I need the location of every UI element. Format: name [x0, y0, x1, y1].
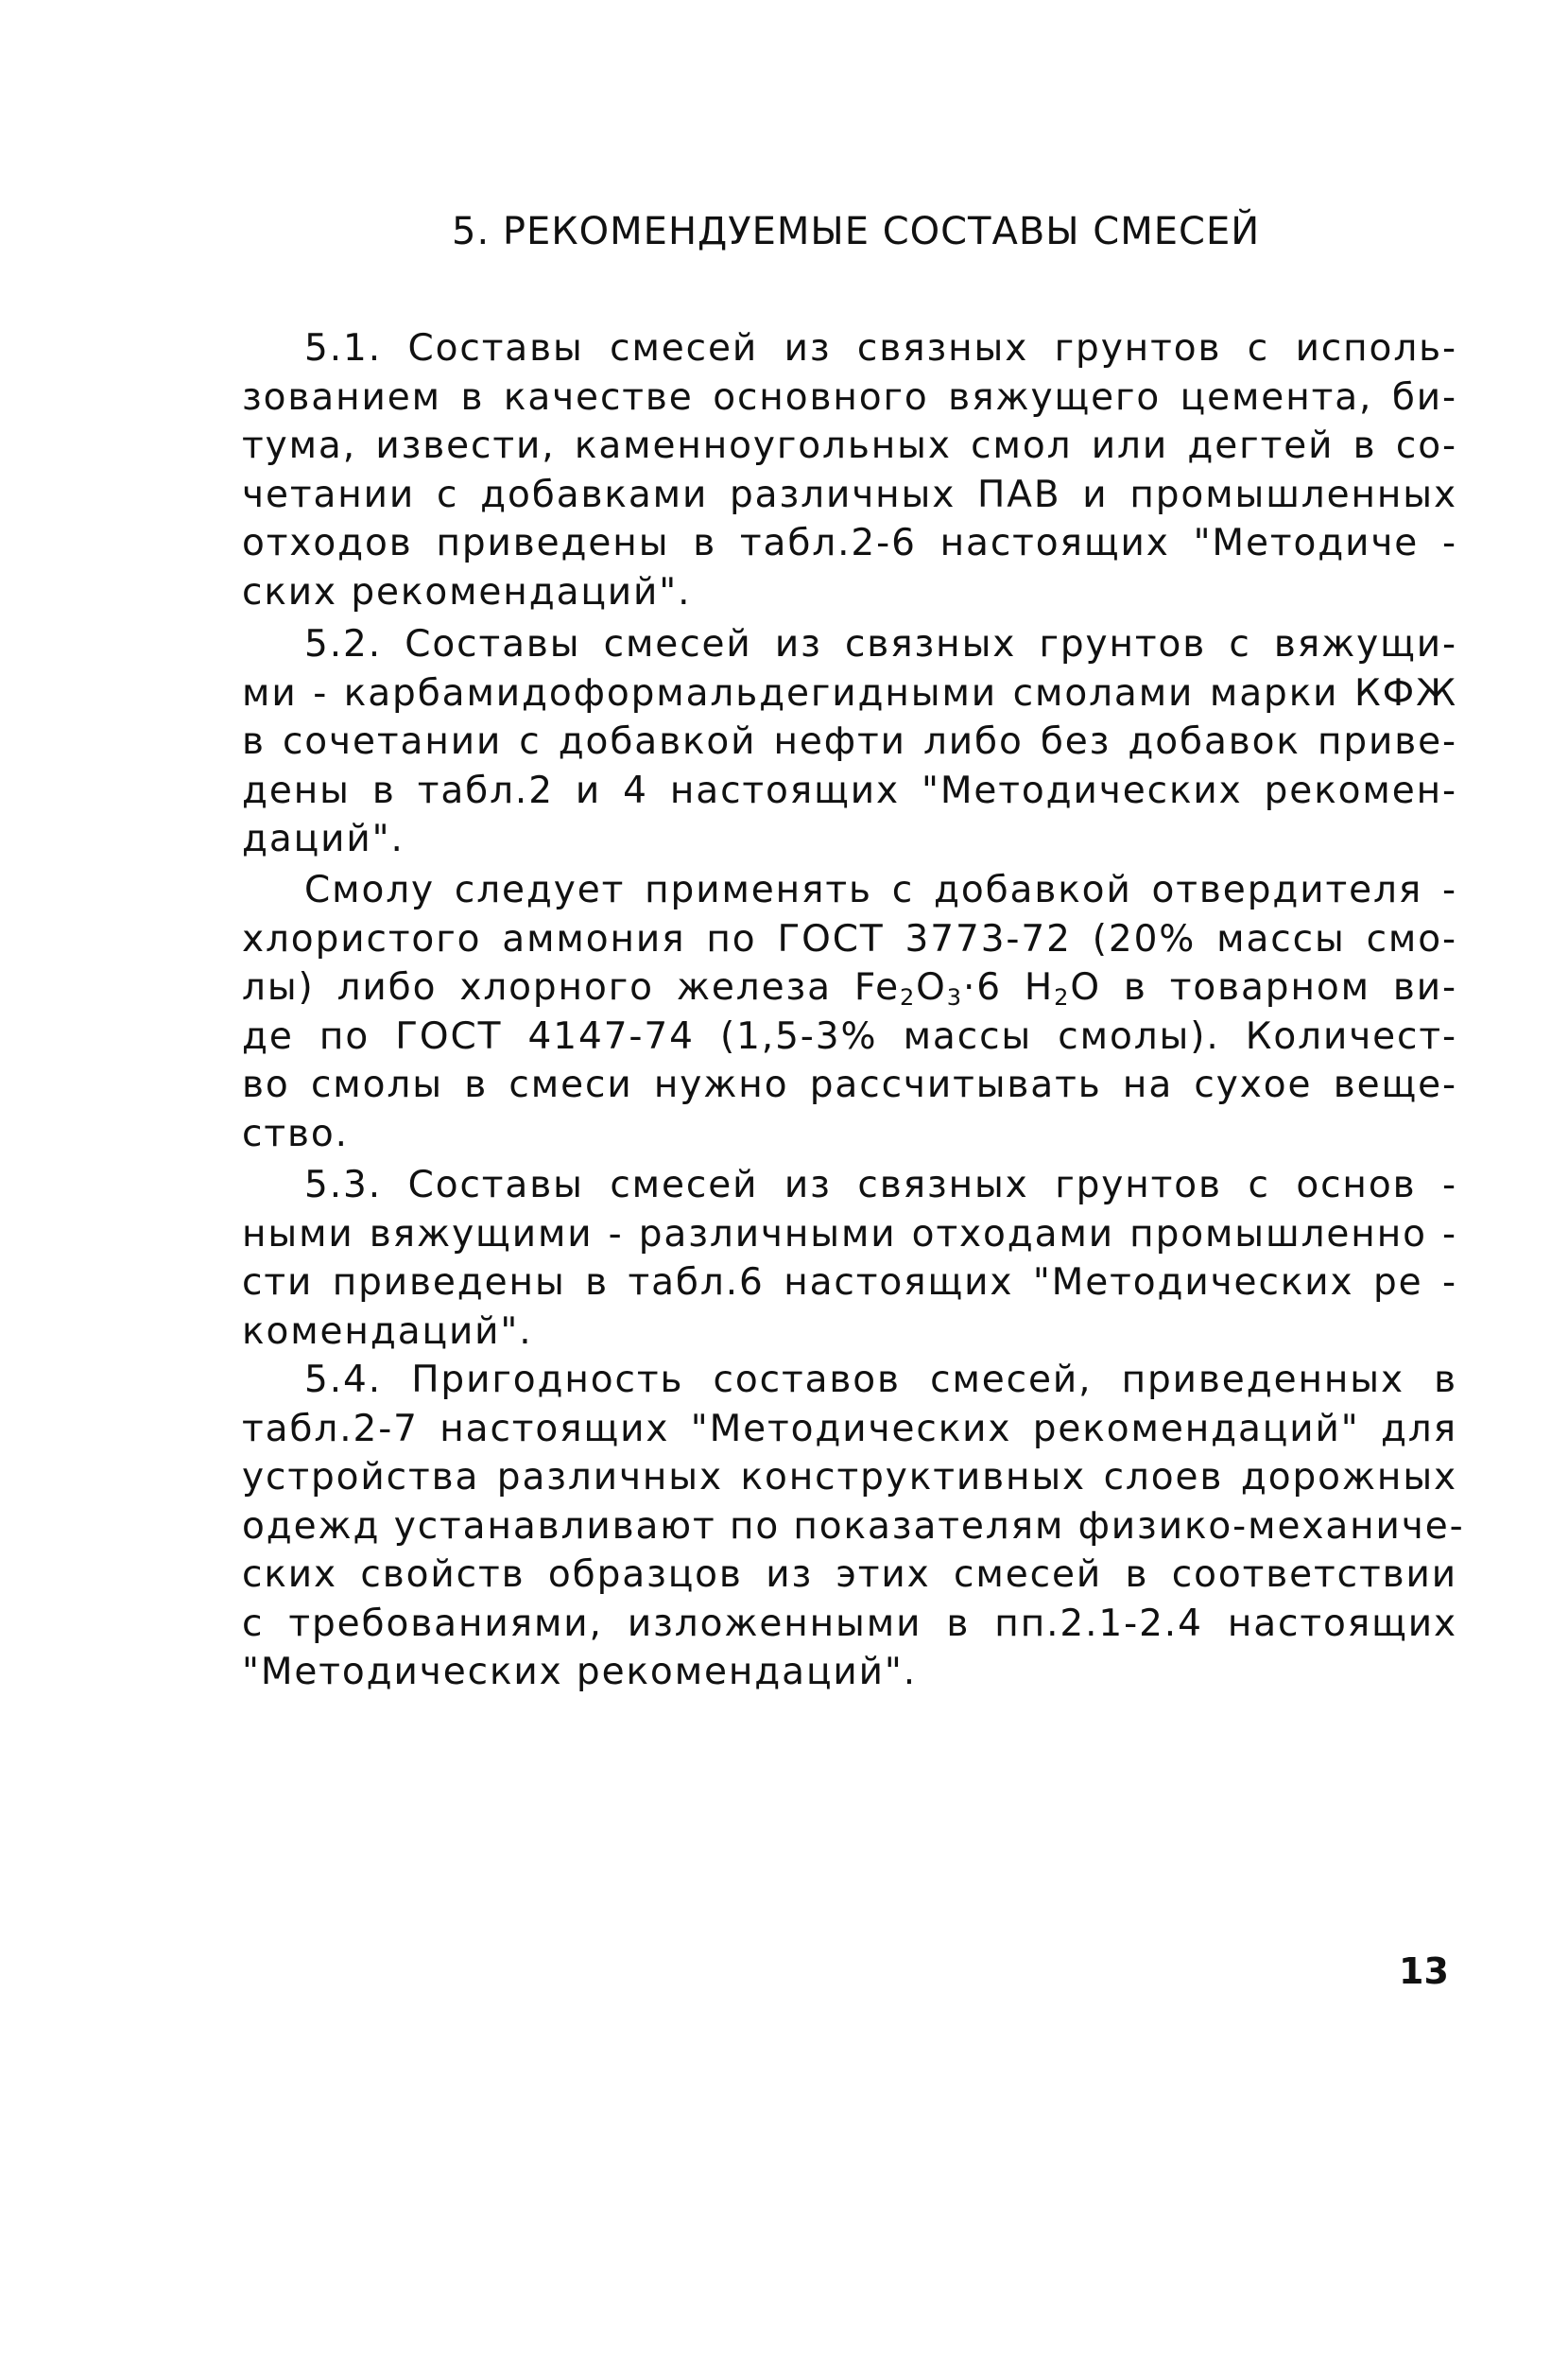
text-line: даций".: [242, 818, 405, 860]
text-line: сти приведены в табл.6 настоящих "Методических ре -: [242, 1261, 1457, 1304]
paragraph-resin: [242, 866, 1457, 1158]
text-line: в сочетании с добавкой нефти либо без добавок приве-: [242, 720, 1457, 763]
text-line: комендаций".: [242, 1309, 533, 1353]
text-line: де по ГОСТ 4147-74 (1,5-3% массы смолы). Количест-: [242, 1014, 1457, 1058]
text-fragment: в товарном ви-: [1100, 966, 1457, 1009]
text-line: ских рекомендаций".: [242, 570, 692, 614]
section-heading: 5. РЕКОМЕНДУЕМЫЕ СОСТАВЫ СМЕСЕЙ: [452, 210, 1261, 253]
text-line: 5.4. Пригодность составов смесей, приведенных в: [304, 1359, 1457, 1401]
text-line: во смолы в смеси нужно рассчитывать на сухое веще-: [242, 1064, 1457, 1106]
text-line: 5.3. Составы смесей из связных грунтов с основ -: [304, 1164, 1457, 1206]
paragraph-5-4: [242, 1356, 1465, 1697]
paragraph-5-2: [242, 620, 1457, 864]
text-line: хлористого аммония по ГОСТ 3773-72 (20% массы смо-: [242, 917, 1457, 961]
text-line: дены в табл.2 и 4 настоящих "Методических рекомен-: [242, 769, 1457, 812]
text-line: зованием в качестве основного вяжущего цемента, би-: [242, 375, 1457, 419]
text-line: отходов приведены в табл.2-6 настоящих "Методиче -: [242, 522, 1457, 564]
text-line: с требованиями, изложенными в пп.2.1-2.4 настоящих: [242, 1602, 1457, 1645]
page-number: 13: [1399, 1950, 1449, 1992]
text-line: 5.1. Составы смесей из связных грунтов с исполь-: [304, 327, 1457, 370]
text-line: табл.2-7 настоящих "Методических рекомендаций" для: [242, 1407, 1457, 1450]
text-line: 5.2. Составы смесей из связных грунтов с вяжущи-: [304, 623, 1457, 666]
text-line: ство.: [242, 1112, 349, 1155]
text-line: тума, извести, каменноугольных смол или дегтей в со-: [242, 424, 1457, 467]
text-line: ми - карбамидоформальдегидными смолами марки КФЖ: [242, 671, 1457, 715]
text-line: одежд устанавливают по показателям физико-механиче-: [242, 1504, 1465, 1548]
text-fragment: лы) либо хлорного железа: [242, 966, 854, 1009]
paragraph-5-3: [242, 1161, 1457, 1356]
paragraph-5-1: [242, 324, 1457, 616]
text-line: ными вяжущими - различными отходами промышленно -: [242, 1212, 1457, 1256]
text-line: устройства различных конструктивных слоев дорожных: [242, 1456, 1457, 1498]
text-line: ских свойств образцов из этих смесей в соответствии: [242, 1553, 1457, 1596]
text-line: "Методических рекомендаций".: [242, 1651, 918, 1693]
formula-line: [242, 963, 1457, 1013]
text-line: Смолу следует применять с добавкой отвердителя -: [304, 869, 1457, 911]
chemical-formula: $Fe_2O_3\cdot 6$ $H_2O$: [853, 966, 1101, 1011]
text-line: четании с добавками различных ПАВ и промышленных: [242, 473, 1457, 516]
